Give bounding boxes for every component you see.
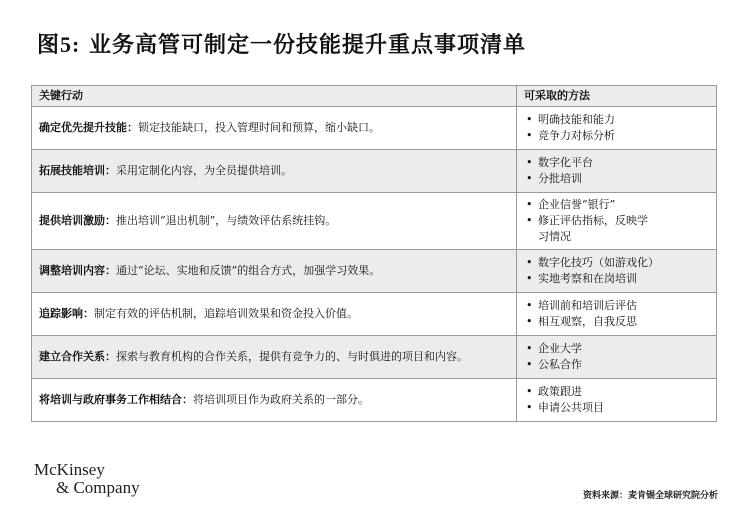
- list-item: • 相互观察，自我反思: [524, 314, 709, 330]
- action-label: 提供培训激励: [39, 214, 105, 227]
- mckinsey-logo: [34, 461, 140, 497]
- list-item: • 修正评估指标，反映学习情况: [524, 213, 658, 245]
- action-description: 将培训项目作为政府关系的一部分。: [193, 393, 369, 406]
- table-row: [32, 150, 717, 193]
- methods-list: [524, 112, 709, 144]
- action-description: 锁定技能缺口，投入管理时间和预算，缩小缺口。: [138, 121, 380, 134]
- action-label: 追踪影响: [39, 307, 83, 320]
- list-item: • 明确技能和能力: [524, 112, 709, 128]
- list-item: • 竞争力对标分析: [524, 128, 709, 144]
- action-label: 确定优先提升技能: [39, 121, 127, 134]
- table-row: [32, 250, 717, 293]
- action-label: 建立合作关系: [39, 350, 105, 363]
- action-description: 制定有效的评估机制，追踪培训效果和资金投入价值。: [94, 307, 358, 320]
- list-item: • 数字化平台: [524, 155, 709, 171]
- action-description: 采用定制化内容，为全员提供培训。: [116, 164, 292, 177]
- header-key-actions: 关键行动: [32, 86, 517, 107]
- action-label: 调整培训内容: [39, 264, 105, 277]
- methods-cell: [517, 293, 717, 336]
- methods-list: [524, 197, 709, 245]
- list-item: • 申请公共项目: [524, 400, 709, 416]
- methods-cell: [517, 336, 717, 379]
- table-row: [32, 293, 717, 336]
- table-header-row: [32, 86, 717, 107]
- table-row: [32, 379, 717, 422]
- table-row: [32, 193, 717, 250]
- methods-cell: [517, 379, 717, 422]
- table-row: [32, 336, 717, 379]
- logo-line-2: & Company: [56, 478, 140, 497]
- action-cell: 追踪影响：制定有效的评估机制，追踪培训效果和资金投入价值。: [32, 293, 517, 336]
- methods-list: [524, 255, 709, 287]
- methods-cell: [517, 250, 717, 293]
- action-description: 推出培训“退出机制”，与绩效评估系统挂钩。: [116, 214, 337, 227]
- action-cell: 调整培训内容：通过“论坛、实地和反馈”的组合方式，加强学习效果。: [32, 250, 517, 293]
- action-cell: 提供培训激励：推出培训“退出机制”，与绩效评估系统挂钩。: [32, 193, 517, 250]
- list-item: • 分批培训: [524, 171, 709, 187]
- methods-list: [524, 298, 709, 330]
- methods-list: [524, 155, 709, 187]
- methods-list: [524, 384, 709, 416]
- methods-cell: [517, 193, 717, 250]
- action-cell: 建立合作关系：探索与教育机构的合作关系，提供有竞争力的、与时俱进的项目和内容。: [32, 336, 517, 379]
- action-cell: 确定优先提升技能：锁定技能缺口，投入管理时间和预算，缩小缺口。: [32, 107, 517, 150]
- source-note: 资料来源：麦肯锡全球研究院分析: [582, 491, 718, 501]
- methods-cell: [517, 107, 717, 150]
- list-item: • 数字化技巧（如游戏化）: [524, 255, 709, 271]
- logo-line-1: McKinsey: [34, 460, 105, 479]
- methods-list: [524, 341, 709, 373]
- action-label: 将培训与政府事务工作相结合: [39, 393, 182, 406]
- figure-number: 图5:: [37, 32, 81, 57]
- title-text: 业务高管可制定一份技能提升重点事项清单: [80, 32, 526, 58]
- list-item: • 政策跟进: [524, 384, 709, 400]
- table-row: [32, 107, 717, 150]
- list-item: • 实地考察和在岗培训: [524, 271, 709, 287]
- header-methods: 可采取的方法: [517, 86, 717, 107]
- page-title: [37, 28, 526, 59]
- priority-table: [31, 85, 717, 422]
- action-description: 探索与教育机构的合作关系，提供有竞争力的、与时俱进的项目和内容。: [116, 350, 468, 363]
- list-item: • 培训前和培训后评估: [524, 298, 709, 314]
- action-description: 通过“论坛、实地和反馈”的组合方式，加强学习效果。: [116, 264, 381, 277]
- action-label: 拓展技能培训: [39, 164, 105, 177]
- methods-cell: [517, 150, 717, 193]
- action-cell: 拓展技能培训：采用定制化内容，为全员提供培训。: [32, 150, 517, 193]
- action-cell: 将培训与政府事务工作相结合：将培训项目作为政府关系的一部分。: [32, 379, 517, 422]
- list-item: • 企业大学: [524, 341, 709, 357]
- list-item: • 公私合作: [524, 357, 709, 373]
- list-item: • 企业信誉“银行”: [524, 197, 709, 213]
